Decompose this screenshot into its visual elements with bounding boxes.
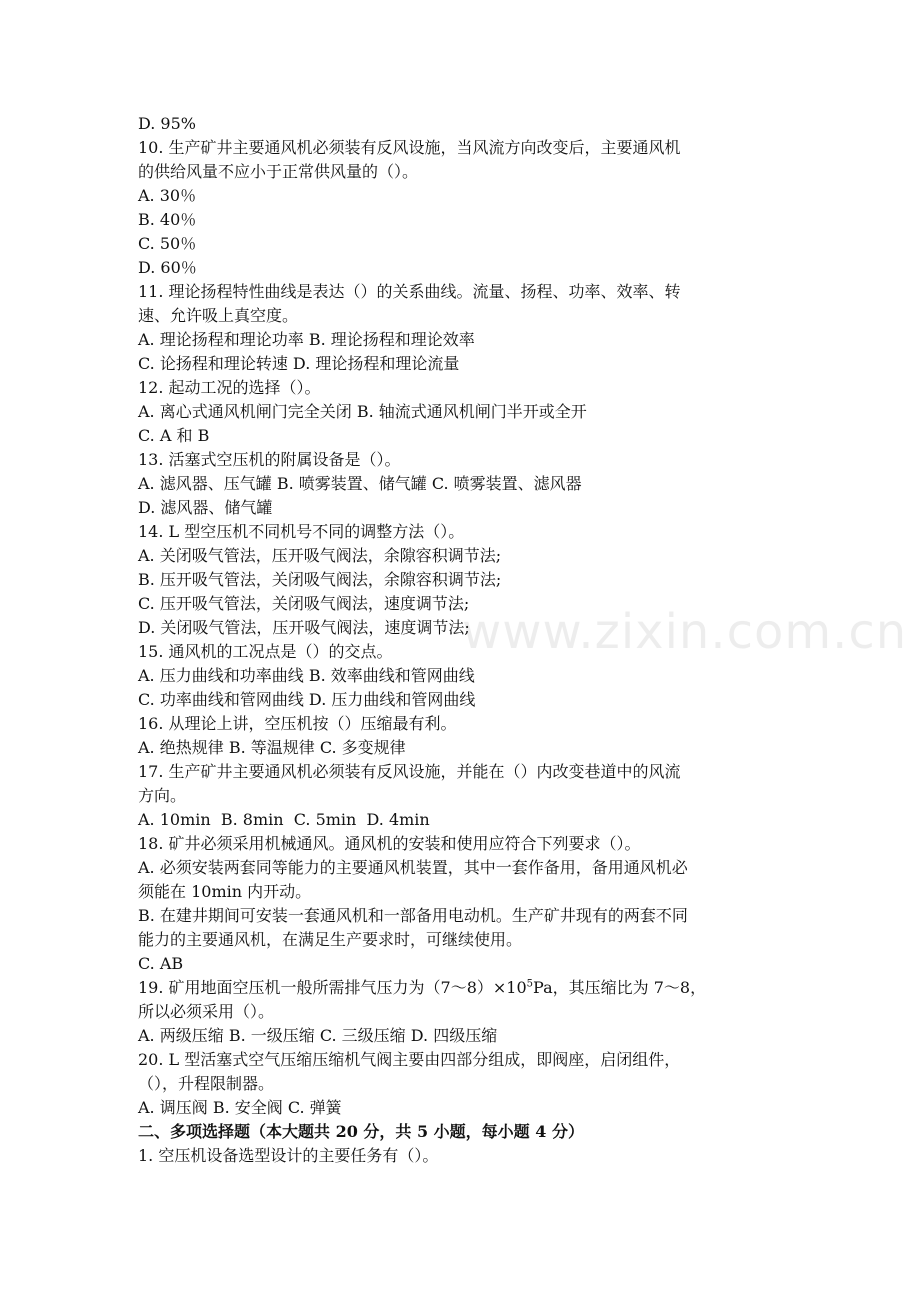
text-line: D. 滤风器、储气罐: [138, 498, 273, 517]
text-line: 能力的主要通风机，在满足生产要求时，可继续使用。: [138, 930, 523, 949]
text-line: C. A 和 B: [138, 426, 210, 445]
text-line: B. 40％: [138, 210, 197, 229]
text-line: D. 60％: [138, 258, 197, 277]
text-line: 速、允许吸上真空度。: [138, 306, 299, 325]
text-line: A. 离心式通风机闸门完全关闭 B. 轴流式通风机闸门半开或全开: [138, 402, 587, 421]
text-line: B. 压开吸气管法，关闭吸气阀法，余隙容积调节法;: [138, 570, 502, 589]
text-line: A. 理论扬程和理论功率 B. 理论扬程和理论效率: [138, 330, 475, 349]
text-line: B. 在建井期间可安装一套通风机和一部备用电动机。生产矿井现有的两套不同: [138, 906, 688, 925]
text-line: 方向。: [138, 786, 187, 805]
text-line: C. 论扬程和理论转速 D. 理论扬程和理论流量: [138, 354, 460, 373]
text-line: A. 调压阀 B. 安全阀 C. 弹簧: [138, 1098, 342, 1117]
text-line: （），升程限制器。: [138, 1074, 275, 1093]
text-line: A. 关闭吸气管法，压开吸气阀法，余隙容积调节法;: [138, 546, 502, 565]
text-line: 13. 活塞式空压机的附属设备是（）。: [138, 450, 401, 469]
text-line: 16. 从理论上讲，空压机按（）压缩最有利。: [138, 714, 457, 733]
text-line: A. 必须安装两套同等能力的主要通风机装置，其中一套作备用，备用通风机必: [138, 858, 688, 877]
text-line: D. 95%: [138, 114, 196, 133]
text-line: 10. 生产矿井主要通风机必须装有反风设施，当风流方向改变后，主要通风机: [138, 138, 681, 157]
text-line: 须能在 10min 内开动。: [138, 882, 312, 901]
text-line: C. 50％: [138, 234, 197, 253]
text-line: 12. 起动工况的选择（）。: [138, 378, 321, 397]
question-block: [138, 112, 788, 976]
document-page: [138, 112, 788, 1168]
text-line: A. 两级压缩 B. 一级压缩 C. 三级压缩 D. 四级压缩: [138, 1026, 498, 1045]
text-line: C. 压开吸气管法，关闭吸气阀法，速度调节法;: [138, 594, 470, 613]
watermark-text: www.zixin.com.cn: [462, 604, 908, 660]
q19-superscript: 5: [526, 978, 534, 990]
text-line: A. 10min B. 8min C. 5min D. 4min: [138, 810, 430, 829]
question-block-2: [138, 1000, 788, 1120]
text-line: 的供给风量不应小于正常供风量的（）。: [138, 162, 419, 181]
text-line: A. 绝热规律 B. 等温规律 C. 多变规律: [138, 738, 406, 757]
section-heading: 二、多项选择题（本大题共 20 分，共 5 小题，每小题 4 分）: [138, 1122, 584, 1141]
text-line: 17. 生产矿井主要通风机必须装有反风设施，并能在（）内改变巷道中的风流: [138, 762, 681, 781]
text-line: 18. 矿井必须采用机械通风。通风机的安装和使用应符合下列要求（）。: [138, 834, 641, 853]
q19-text-b: Pa，其压缩比为 7～8，: [533, 978, 707, 997]
text-line: A. 压力曲线和功率曲线 B. 效率曲线和管网曲线: [138, 666, 475, 685]
last-question-line: 1. 空压机设备选型设计的主要任务有（）。: [138, 1146, 439, 1165]
text-line: C. AB: [138, 954, 184, 973]
text-line: 所以必须采用（）。: [138, 1002, 275, 1021]
text-line: 14. L 型空压机不同机号不同的调整方法（）。: [138, 522, 465, 541]
question-19-line: [138, 976, 788, 1000]
text-line: 20. L 型活塞式空气压缩压缩机气阀主要由四部分组成，即阀座，启闭组件，: [138, 1050, 681, 1069]
text-line: 11. 理论扬程特性曲线是表达（）的关系曲线。流量、扬程、功率、效率、转: [138, 282, 681, 301]
text-line: A. 30％: [138, 186, 197, 205]
text-line: A. 滤风器、压气罐 B. 喷雾装置、储气罐 C. 喷雾装置、滤风器: [138, 474, 582, 493]
text-line: D. 关闭吸气管法，压开吸气阀法，速度调节法;: [138, 618, 470, 637]
q19-text-a: 19. 矿用地面空压机一般所需排气压力为（7～8）×10: [138, 978, 527, 997]
text-line: C. 功率曲线和管网曲线 D. 压力曲线和管网曲线: [138, 690, 476, 709]
text-line: 15. 通风机的工况点是（）的交点。: [138, 642, 393, 661]
